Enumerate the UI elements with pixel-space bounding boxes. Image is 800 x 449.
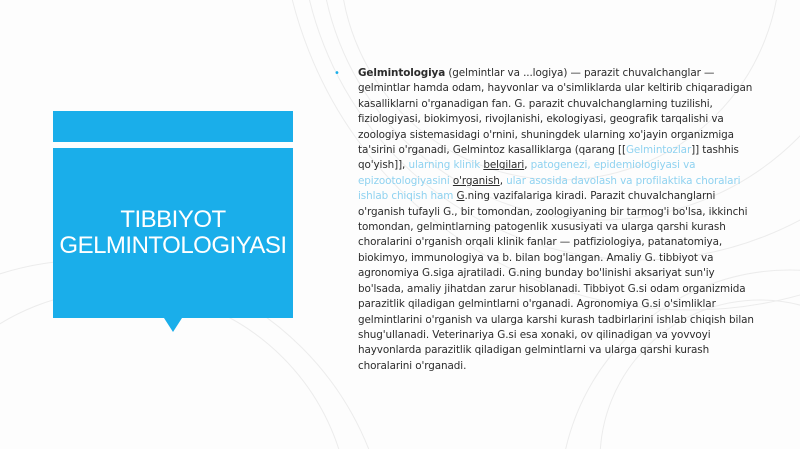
- link-belgilari[interactable]: belgilari: [483, 159, 525, 172]
- paragraph-text-4: ,: [524, 159, 531, 172]
- bullet-paragraph: [358, 66, 760, 374]
- title-box: [53, 148, 293, 318]
- content-text-box[interactable]: [334, 66, 760, 374]
- bullet-icon: •: [334, 68, 340, 79]
- link-organish[interactable]: o'rganish: [452, 174, 500, 187]
- title-accent-bar: [53, 111, 293, 142]
- term-gelmintologiya: Gelmintologiya: [358, 67, 446, 79]
- paragraph-text-8: .ning vazifalariga kiradi. Parazit chuvalchanglarni o'rganish tufayli G., bir tomondan, zoologiyaning bir tarmog'i bo'lsa, ikkinchi tomondan, gelmintlarning patogenlik xususiyati va ularga qarshi kurash choralarini o'rganish orqali klinik fanlar — patfiziologiya, patanatomiya, biokimyo, immunologiya va b. bilan bog'langan. Amaliy G. tibbiyot va agronomiya G.siga ajratiladi. G.ning bunday bo'linishi aksariyat sun'iy bo'lsada, amaliy jihatdan zarur hisoblanadi. Tibbiyot G.si odam organizmida parazitlik qiladigan gelmintlarni o'rganadi. Agronomiya G.si o'simliklar gelmintlarini o'rganish va ularga karshi kurash tadbirlarini ishlab chiqish bilan shug'ullanadi. Veterinariya G.si esa xonaki, ov qilinadigan va yovvoyi hayvonlarda parazitlik qiladigan gelmintlarni va ularga qarshi kurash choralarini o'rganadi.: [358, 190, 754, 372]
- paragraph-text-1: (gelmintlar va ...logiya) — parazit chuvalchanglar — gelmintlar hamda odam, hayvonlar va o'simliklarda ular keltirib chiqaradigan kasalliklarni o'rganadigan fan. G. parazit chuvalchanglarning tuzilishi, fiziologiyasi, biokimyosi, rivojlanishi, ekologiyasi, geografik tarqalishi va zoologiya sistemasidagi o'rnini, shuningdek ularning xo'jayin organizmiga ta'sirini o'rganadi, Gelmintoz kasalliklarga (qarang [[: [358, 67, 753, 157]
- faint-text-1: Gelmintozlar: [625, 144, 692, 157]
- paragraph-text-6: ,: [499, 174, 507, 187]
- paragraph-text-2: ]] tashhis qo'yish]],: [358, 144, 739, 172]
- title-pointer: [164, 318, 182, 332]
- faint-text-3: patogenezi, epidemiologiyasi va epizootologiyasini: [358, 159, 696, 187]
- faint-text-4: ular asosida davolash va profilaktika choralari ishlab chiqish ham: [358, 174, 741, 203]
- link-g[interactable]: G: [456, 190, 465, 203]
- faint-text-2: ularning klinik: [408, 159, 481, 172]
- slide-title[interactable]: TIBBIYOT GELMINTOLOGIYASI: [59, 206, 287, 259]
